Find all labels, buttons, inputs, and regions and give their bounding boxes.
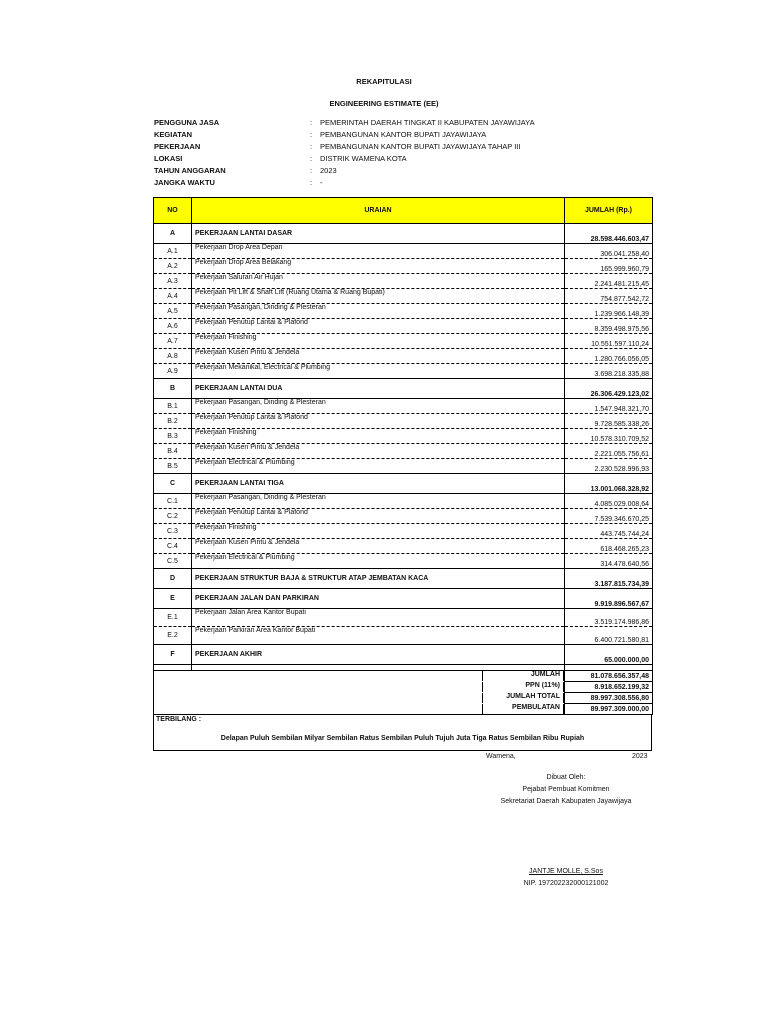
info-label: PENGGUNA JASA bbox=[154, 118, 220, 127]
row-jumlah: 13.001.068.328,92 bbox=[565, 474, 653, 494]
signatory-name: JANTJE MOLLE, S.Sos bbox=[529, 868, 603, 875]
table-row bbox=[154, 304, 653, 319]
table-row bbox=[154, 494, 653, 509]
row-uraian: Pekerjaan Pasangan, Dinding & Plesteran bbox=[192, 304, 565, 319]
row-no: A.5 bbox=[154, 304, 192, 319]
row-uraian: PEKERJAAN AKHIR bbox=[192, 645, 565, 665]
row-no: C.2 bbox=[154, 509, 192, 524]
row-jumlah: 1.547.948.321,70 bbox=[565, 399, 653, 414]
table-row bbox=[154, 414, 653, 429]
table-header-row bbox=[154, 198, 653, 224]
info-row bbox=[154, 153, 535, 165]
signature-place: Wamena, bbox=[486, 753, 516, 760]
table-row bbox=[154, 349, 653, 364]
info-row bbox=[154, 177, 535, 189]
signature-role: Pejabat Pembuat Komitmen bbox=[522, 786, 610, 793]
row-no: C.5 bbox=[154, 554, 192, 569]
cost-summary-table bbox=[153, 197, 653, 715]
row-jumlah: 3.698.218.335,88 bbox=[565, 364, 653, 379]
row-no: B bbox=[154, 379, 192, 399]
row-jumlah: 306.041.258,40 bbox=[565, 244, 653, 259]
row-uraian: Pekerjaan Penutup Lantai & Plafond bbox=[192, 319, 565, 334]
row-no: C.3 bbox=[154, 524, 192, 539]
row-no: E bbox=[154, 589, 192, 609]
row-jumlah: 28.598.446.603,47 bbox=[565, 224, 653, 244]
info-value: PEMBANGUNAN KANTOR BUPATI JAYAWIJAYA TAHAP III bbox=[320, 142, 521, 151]
info-colon: : bbox=[310, 118, 313, 127]
info-label: PEKERJAAN bbox=[154, 142, 201, 151]
signatory-nip: NIP. 197202232000121002 bbox=[523, 880, 609, 887]
row-jumlah: 443.745.744,24 bbox=[565, 524, 653, 539]
row-jumlah: 6.400.721.580,81 bbox=[565, 627, 653, 645]
info-value: - bbox=[320, 178, 323, 187]
row-jumlah: 4.085.029.008,64 bbox=[565, 494, 653, 509]
row-no: B.1 bbox=[154, 399, 192, 414]
row-uraian: PEKERJAAN STRUKTUR BAJA & STRUKTUR ATAP JEMBATAN KACA bbox=[192, 569, 565, 589]
row-uraian: Pekerjaan Finishing bbox=[192, 429, 565, 444]
row-no: B.2 bbox=[154, 414, 192, 429]
row-no: E.1 bbox=[154, 609, 192, 627]
section-row bbox=[154, 589, 653, 609]
info-row bbox=[154, 117, 535, 129]
info-colon: : bbox=[310, 178, 313, 187]
total-row bbox=[154, 704, 653, 715]
row-no: A.7 bbox=[154, 334, 192, 349]
info-colon: : bbox=[310, 166, 313, 175]
info-row bbox=[154, 129, 535, 141]
info-label: TAHUN ANGGARAN bbox=[154, 166, 226, 175]
section-row bbox=[154, 224, 653, 244]
row-jumlah: 165.999.960,79 bbox=[565, 259, 653, 274]
info-label: LOKASI bbox=[154, 154, 183, 163]
row-uraian: Pekerjaan Penutup Lantai & Plafond bbox=[192, 509, 565, 524]
row-uraian: Pekerjaan Kusen Pintu & Jendela bbox=[192, 444, 565, 459]
total-value: 8.918.652.199,32 bbox=[565, 682, 653, 693]
row-uraian: Pekerjaan Drop Area Depan bbox=[192, 244, 565, 259]
total-label-cell bbox=[192, 671, 565, 682]
row-uraian: Pekerjaan Pit Lift & Shaft Lift (Ruang Utama & Ruang Bupati) bbox=[192, 289, 565, 304]
project-info bbox=[154, 117, 535, 189]
section-row bbox=[154, 645, 653, 665]
row-uraian: Pekerjaan Mekanikal, Electrical & Plumbing bbox=[192, 364, 565, 379]
table-row bbox=[154, 319, 653, 334]
total-row bbox=[154, 682, 653, 693]
total-value: 89.997.308.556,80 bbox=[565, 693, 653, 704]
info-label: KEGIATAN bbox=[154, 130, 193, 139]
table-row bbox=[154, 334, 653, 349]
row-uraian: PEKERJAAN LANTAI DASAR bbox=[192, 224, 565, 244]
total-label: PPN (11%) bbox=[482, 682, 564, 692]
row-jumlah: 2.241.481.215,45 bbox=[565, 274, 653, 289]
section-row bbox=[154, 474, 653, 494]
info-value: 2023 bbox=[320, 166, 337, 175]
table-row bbox=[154, 274, 653, 289]
info-colon: : bbox=[310, 154, 313, 163]
info-row bbox=[154, 165, 535, 177]
row-uraian: Pekerjaan Parkiran Area Kantor Bupati bbox=[192, 627, 565, 645]
header-no: NO bbox=[154, 198, 192, 224]
row-uraian: Pekerjaan Kusen Pintu & Jendela bbox=[192, 349, 565, 364]
table-row bbox=[154, 444, 653, 459]
terbilang-label: TERBILANG : bbox=[156, 716, 202, 723]
signature-made-by: Dibuat Oleh: bbox=[546, 774, 586, 781]
row-uraian: Pekerjaan Penutup Lantai & Plafond bbox=[192, 414, 565, 429]
total-blank bbox=[154, 671, 192, 682]
row-jumlah: 10.551.597.110,24 bbox=[565, 334, 653, 349]
row-uraian: Pekerjaan Pasangan, Dinding & Plesteran bbox=[192, 494, 565, 509]
row-no: B.4 bbox=[154, 444, 192, 459]
row-uraian: Pekerjaan Pasangan, Dinding & Plesteran bbox=[192, 399, 565, 414]
terbilang-text: Delapan Puluh Sembilan Milyar Sembilan Ratus Sembilan Puluh Tujuh Juta Tiga Ratus Sembilan Ribu Rupiah bbox=[220, 735, 585, 742]
table-row bbox=[154, 609, 653, 627]
row-no: A.6 bbox=[154, 319, 192, 334]
section-row bbox=[154, 379, 653, 399]
table-row bbox=[154, 364, 653, 379]
table-row bbox=[154, 524, 653, 539]
header-uraian: URAIAN bbox=[192, 198, 565, 224]
total-label-cell bbox=[192, 682, 565, 693]
row-no: A.4 bbox=[154, 289, 192, 304]
row-no: A.8 bbox=[154, 349, 192, 364]
table-row bbox=[154, 554, 653, 569]
table-row bbox=[154, 429, 653, 444]
row-jumlah: 8.359.498.975,56 bbox=[565, 319, 653, 334]
row-uraian: Pekerjaan Kusen Pintu & Jendela bbox=[192, 539, 565, 554]
total-value: 89.997.309.000,00 bbox=[565, 704, 653, 715]
row-no: C.1 bbox=[154, 494, 192, 509]
row-no: C.4 bbox=[154, 539, 192, 554]
row-jumlah: 618.468.265,23 bbox=[565, 539, 653, 554]
info-value: DISTRIK WAMENA KOTA bbox=[320, 154, 407, 163]
row-uraian: Pekerjaan Finishing bbox=[192, 524, 565, 539]
info-colon: : bbox=[310, 130, 313, 139]
row-uraian: Pekerjaan Saluran Air Hujan bbox=[192, 274, 565, 289]
row-uraian: Pekerjaan Finishing bbox=[192, 334, 565, 349]
table-row bbox=[154, 289, 653, 304]
row-jumlah: 314.478.640,56 bbox=[565, 554, 653, 569]
row-no: A bbox=[154, 224, 192, 244]
signature-year: 2023 bbox=[632, 753, 648, 760]
row-no: A.3 bbox=[154, 274, 192, 289]
row-jumlah: 3.187.815.734,39 bbox=[565, 569, 653, 589]
row-jumlah: 3.519.174.986,86 bbox=[565, 609, 653, 627]
total-row bbox=[154, 693, 653, 704]
total-blank bbox=[154, 682, 192, 693]
row-jumlah: 2.221.055.756,61 bbox=[565, 444, 653, 459]
info-value: PEMERINTAH DAERAH TINGKAT II KABUPATEN JAYAWIJAYA bbox=[320, 118, 535, 127]
total-label-cell bbox=[192, 704, 565, 715]
row-jumlah: 10.578.310.709,52 bbox=[565, 429, 653, 444]
total-label: JUMLAH TOTAL bbox=[482, 693, 564, 703]
row-jumlah: 1.239.966.148,39 bbox=[565, 304, 653, 319]
table-row bbox=[154, 509, 653, 524]
total-label: PEMBULATAN bbox=[482, 704, 564, 714]
section-row bbox=[154, 569, 653, 589]
row-jumlah: 1.280.766.056,05 bbox=[565, 349, 653, 364]
row-no: A.1 bbox=[154, 244, 192, 259]
total-blank bbox=[154, 704, 192, 715]
row-no: B.5 bbox=[154, 459, 192, 474]
signature-office: Sekretariat Daerah Kabupaten Jayawijaya bbox=[500, 798, 632, 805]
row-no: D bbox=[154, 569, 192, 589]
total-label-cell bbox=[192, 693, 565, 704]
row-uraian: Pekerjaan Electrical & Plumbing bbox=[192, 554, 565, 569]
row-uraian: Pekerjaan Drop Area Belakang bbox=[192, 259, 565, 274]
row-jumlah: 7.539.346.670,25 bbox=[565, 509, 653, 524]
row-jumlah: 26.306.429.123,02 bbox=[565, 379, 653, 399]
document-subtitle: ENGINEERING ESTIMATE (EE) bbox=[329, 99, 439, 108]
info-label: JANGKA WAKTU bbox=[154, 178, 215, 187]
row-no: C bbox=[154, 474, 192, 494]
row-no: E.2 bbox=[154, 627, 192, 645]
table-row bbox=[154, 244, 653, 259]
info-colon: : bbox=[310, 142, 313, 151]
row-jumlah: 9.919.896.567,67 bbox=[565, 589, 653, 609]
table-row bbox=[154, 627, 653, 645]
row-no: B.3 bbox=[154, 429, 192, 444]
row-uraian: PEKERJAAN JALAN DAN PARKIRAN bbox=[192, 589, 565, 609]
row-uraian: PEKERJAAN LANTAI TIGA bbox=[192, 474, 565, 494]
row-no: A.9 bbox=[154, 364, 192, 379]
row-uraian: Pekerjaan Electrical & Plumbing bbox=[192, 459, 565, 474]
total-row bbox=[154, 671, 653, 682]
row-no: A.2 bbox=[154, 259, 192, 274]
info-value: PEMBANGUNAN KANTOR BUPATI JAYAWIJAYA bbox=[320, 130, 487, 139]
document-title: REKAPITULASI bbox=[356, 77, 412, 86]
table-row bbox=[154, 459, 653, 474]
total-blank bbox=[154, 693, 192, 704]
row-jumlah: 2.230.528.996,93 bbox=[565, 459, 653, 474]
total-label: JUMLAH bbox=[482, 671, 564, 681]
row-uraian: Pekerjaan Jalan Area Kantor Bupati bbox=[192, 609, 565, 627]
info-row bbox=[154, 141, 535, 153]
row-jumlah: 9.728.585.338,26 bbox=[565, 414, 653, 429]
table-row bbox=[154, 539, 653, 554]
row-no: F bbox=[154, 645, 192, 665]
table-row bbox=[154, 259, 653, 274]
row-jumlah: 65.000.000,00 bbox=[565, 645, 653, 665]
total-value: 81.078.656.357,48 bbox=[565, 671, 653, 682]
table-row bbox=[154, 399, 653, 414]
row-jumlah: 754.877.542,72 bbox=[565, 289, 653, 304]
header-jumlah: JUMLAH (Rp.) bbox=[565, 198, 653, 224]
row-uraian: PEKERJAAN LANTAI DUA bbox=[192, 379, 565, 399]
terbilang-box bbox=[153, 714, 652, 751]
